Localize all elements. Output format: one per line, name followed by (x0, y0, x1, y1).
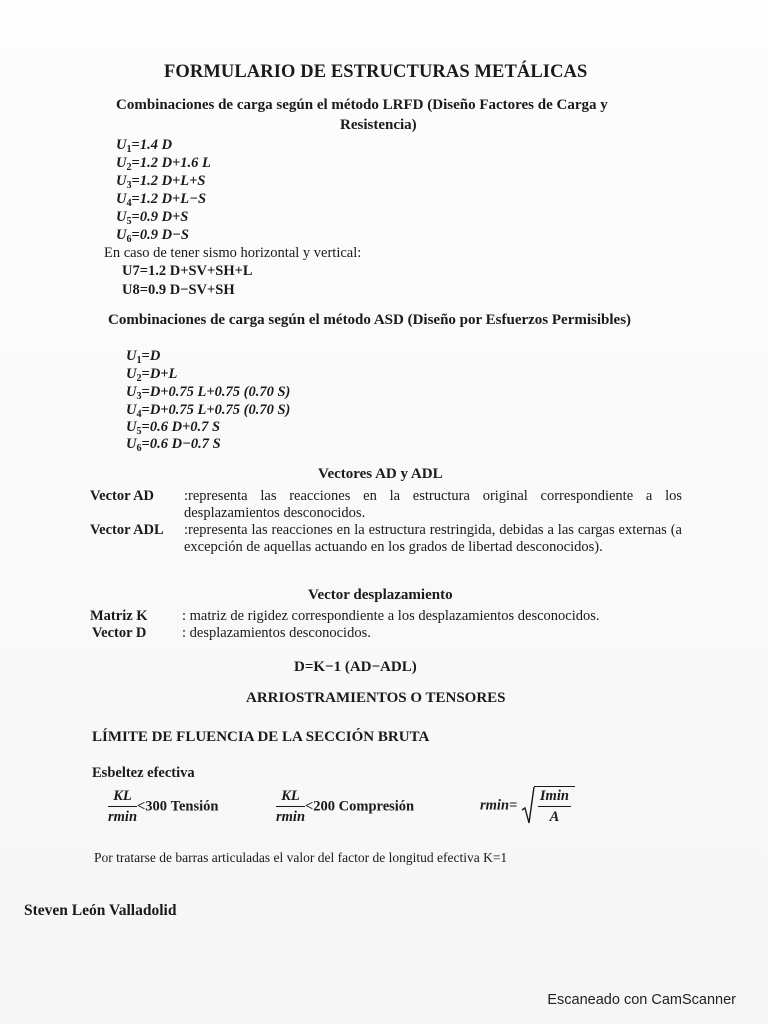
seismic-note: En caso de tener sismo horizontal y vertical: (104, 245, 362, 261)
lrfd-heading-line2: Resistencia) (340, 117, 417, 133)
tension-fraction: $\frac{KL}{rmin}$ (108, 788, 138, 825)
vector-d-description: : desplazamientos desconocidos. (182, 625, 371, 641)
vector-d-label: Vector D (92, 625, 147, 641)
effective-length-note: Por tratarse de barras articuladas el valor del factor de longitud efectiva K=1 (94, 850, 508, 865)
asd-combo-1: $U_1=D$ (126, 348, 161, 366)
asd-combo-5: $U_5=0.6$ D+0.7 S (126, 419, 221, 437)
vector-adl-description: :representa las reacciones en la estructura restringida, debidas a las cargas externas (a excepción de aquellas actuando en los grados de libertad desconocidos). (184, 522, 682, 555)
slenderness-label: Esbeltez efectiva (92, 765, 195, 781)
asd-combo-4: $U_4=D+0.75$ L+0.75 (0.70 S) (126, 402, 291, 420)
asd-heading: Combinaciones de carga según el método ASD (Diseño por Esfuerzos Permisibles) (108, 312, 632, 328)
tension-criterion: $\frac{KL}{rmin}$ <300 Tensión (108, 788, 219, 825)
lrfd-combo-7: U7=1.2 D+SV+SH+L (122, 263, 253, 279)
displacement-heading: Vector desplazamiento (308, 587, 453, 603)
rmin-fraction: $\frac{Imin}{A}$ (534, 786, 575, 826)
vector-ad-label: Vector AD (90, 488, 155, 504)
page-title: FORMULARIO DE ESTRUCTURAS METÁLICAS (164, 62, 588, 82)
lrfd-combo-2: $U_2=1.2$ D+1.6 L (116, 155, 211, 173)
rmin-formula: rmin= $\frac{Imin}{A}$ (480, 786, 575, 826)
lrfd-heading-line1: Combinaciones de carga según el método LRFD (Diseño Factores de Carga y (116, 97, 608, 113)
lrfd-combo-1: $U_1=1.4$ D (116, 137, 173, 155)
scanner-watermark: Escaneado con CamScanner (547, 992, 736, 1008)
displacement-formula: D=K−1 (AD−ADL) (294, 659, 417, 675)
compression-criterion: $\frac{KL}{rmin}$ <200 Compresión (276, 788, 415, 825)
vector-adl-label: Vector ADL (90, 522, 164, 538)
square-root-icon (521, 786, 535, 826)
vectors-heading: Vectores AD y ADL (318, 466, 443, 482)
asd-combo-3: $U_3=D+0.75$ L+0.75 (0.70 S) (126, 384, 291, 402)
gross-section-heading: LÍMITE DE FLUENCIA DE LA SECCIÓN BRUTA (92, 729, 430, 745)
vector-ad-description: :representa las reacciones en la estructura original correspondiente a los desplazamientos desconocidos. (184, 488, 682, 521)
author-name: Steven León Valladolid (24, 902, 177, 919)
lrfd-combo-5: $U_5=0.9$ D+S (116, 209, 189, 227)
compression-fraction: $\frac{KL}{rmin}$ (276, 788, 306, 825)
lrfd-combo-6: $U_6=0.9$ D−S (116, 227, 189, 245)
lrfd-combo-4: $U_4=1.2$ D+L−S (116, 191, 207, 209)
asd-combo-6: $U_6=0.6$ D−0.7 S (126, 436, 221, 454)
matrix-k-label: Matriz K (90, 608, 148, 624)
lrfd-combo-3: $U_3=1.2$ D+L+S (116, 173, 206, 191)
bracing-heading: ARRIOSTRAMIENTOS O TENSORES (246, 690, 506, 706)
matrix-k-description: : matriz de rigidez correspondiente a los desplazamientos desconocidos. (182, 608, 600, 624)
lrfd-combo-8: U8=0.9 D−SV+SH (122, 282, 235, 298)
asd-combo-2: $U_2=D+L$ (126, 366, 178, 384)
